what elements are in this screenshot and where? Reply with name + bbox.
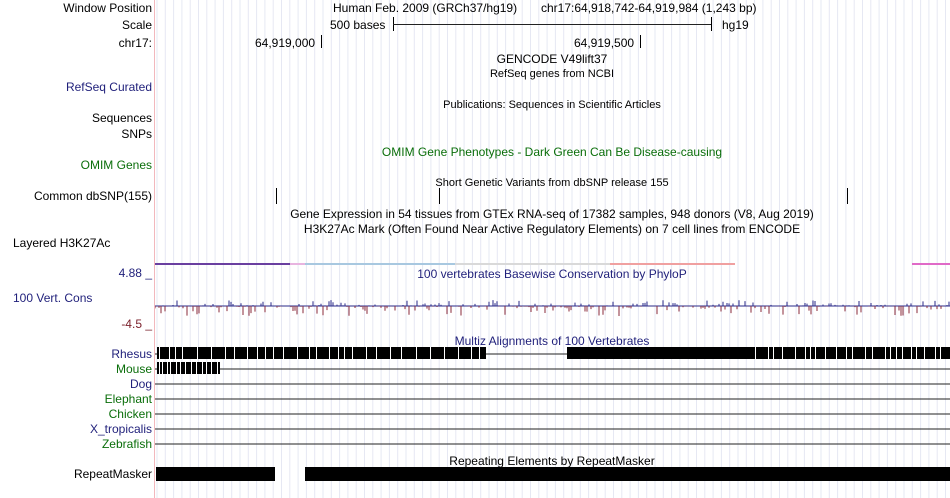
alignment-gap-rhesus bbox=[782, 347, 783, 359]
db-text: hg19 bbox=[722, 18, 749, 32]
alignment-gap-rhesus bbox=[430, 347, 431, 359]
dbsnp-title: Short Genetic Variants from dbSNP release 155 bbox=[435, 177, 669, 189]
alignment-gap-rhesus bbox=[273, 347, 274, 359]
omim-title: OMIM Gene Phenotypes - Dark Green Can Be Disease-causing bbox=[381, 145, 723, 159]
alignment-gap-rhesus bbox=[911, 347, 912, 359]
alignment-gap-mouse bbox=[170, 362, 171, 374]
alignment-gap-rhesus bbox=[865, 347, 866, 359]
alignment-gap-rhesus bbox=[169, 347, 170, 359]
alignment-gap-rhesus bbox=[390, 347, 391, 359]
alignment-gap-rhesus bbox=[773, 347, 774, 359]
alignment-gap-rhesus bbox=[175, 347, 176, 359]
snp-tick bbox=[439, 188, 440, 204]
alignment-gap-rhesus bbox=[416, 347, 417, 359]
alignment-gap-rhesus bbox=[376, 347, 377, 359]
repeat-block bbox=[305, 467, 950, 481]
alignment-gap-rhesus bbox=[159, 347, 160, 359]
species-label-mouse[interactable]: Mouse bbox=[115, 362, 152, 376]
snp-tick bbox=[276, 188, 277, 204]
chrom-label: chr17: bbox=[118, 36, 152, 50]
alignment-gap-mouse bbox=[202, 362, 203, 374]
alignment-gap-rhesus bbox=[940, 347, 941, 359]
h3k27ac-signal bbox=[305, 263, 455, 265]
h3k27ac-signal bbox=[290, 263, 305, 265]
alignment-gap-rhesus bbox=[401, 347, 402, 359]
gtex-title: Gene Expression in 54 tissues from GTEx RNA-seq of 17382 samples, 948 donors (V8, Aug 2019) bbox=[290, 207, 814, 221]
alignment-gap-mouse bbox=[196, 362, 197, 374]
alignment-gap-rhesus bbox=[846, 347, 847, 359]
assembly-text: Human Feb. 2009 (GRCh37/hg19) bbox=[333, 1, 518, 15]
repeat-block bbox=[156, 467, 275, 481]
alignment-gap-rhesus bbox=[329, 347, 330, 359]
dbsnp-label[interactable]: Common dbSNP(155) bbox=[33, 189, 152, 203]
alignment-gap-rhesus bbox=[896, 347, 897, 359]
alignment-gap-rhesus bbox=[444, 347, 445, 359]
coord-tick-2 bbox=[640, 35, 641, 48]
h3k27ac-title: H3K27Ac Mark (Often Found Near Active Regulatory Elements) on 7 cell lines from ENCODE bbox=[303, 222, 801, 236]
species-label-elephant[interactable]: Elephant bbox=[104, 392, 152, 406]
alignment-gap-rhesus bbox=[872, 347, 873, 359]
alignment-gap-rhesus bbox=[815, 347, 816, 359]
alignment-gap-rhesus bbox=[265, 347, 266, 359]
alignment-gap-rhesus bbox=[890, 347, 891, 359]
snps-label[interactable]: SNPs bbox=[121, 127, 152, 141]
coord-label-1: 64,919,000 bbox=[255, 36, 316, 50]
refseq-title: RefSeq genes from NCBI bbox=[489, 68, 615, 80]
alignment-gap-rhesus bbox=[297, 347, 298, 359]
h3k27ac-label[interactable]: Layered H3K27Ac bbox=[13, 236, 111, 250]
alignment-gap-rhesus bbox=[479, 347, 480, 359]
alignment-gap-rhesus bbox=[225, 347, 226, 359]
scale-bar-right-tick bbox=[711, 17, 712, 31]
alignment-gap-rhesus bbox=[197, 347, 198, 359]
alignment-gap-rhesus bbox=[810, 347, 811, 359]
alignment-gap-rhesus bbox=[755, 347, 756, 359]
publications-title: Publications: Sequences in Scientific Articles bbox=[443, 99, 661, 111]
alignment-gap-rhesus bbox=[768, 347, 769, 359]
alignment-gap-rhesus bbox=[902, 347, 903, 359]
sequences-label[interactable]: Sequences bbox=[91, 111, 152, 125]
alignment-gap-rhesus bbox=[257, 347, 258, 359]
gencode-title: GENCODE V49lift37 bbox=[496, 52, 608, 66]
alignment-gap-rhesus bbox=[283, 347, 284, 359]
alignment-gap-rhesus bbox=[352, 347, 353, 359]
omim-label[interactable]: OMIM Genes bbox=[80, 158, 152, 172]
alignment-gap-mouse bbox=[206, 362, 207, 374]
alignment-gap-rhesus bbox=[247, 347, 248, 359]
alignment-gap-rhesus bbox=[366, 347, 367, 359]
alignment-gap-rhesus bbox=[458, 347, 459, 359]
repeatmasker-label[interactable]: RepeatMasker bbox=[73, 467, 152, 481]
alignment-gap-rhesus bbox=[825, 347, 826, 359]
alignment-block-rhesus bbox=[567, 347, 950, 359]
alignment-gap-rhesus bbox=[805, 347, 806, 359]
alignment-gap-rhesus bbox=[316, 347, 317, 359]
alignment-gap-rhesus bbox=[211, 347, 212, 359]
window-position-label: Window Position bbox=[63, 1, 152, 15]
alignment-gap-mouse bbox=[217, 362, 218, 374]
scale-label: Scale bbox=[121, 18, 152, 32]
h3k27ac-signal bbox=[912, 263, 950, 265]
alignment-gap-rhesus bbox=[935, 347, 936, 359]
alignment-gap-mouse bbox=[185, 362, 186, 374]
position-text: chr17:64,918,742-64,919,984 (1,243 bp) bbox=[541, 1, 757, 15]
alignment-gap-mouse bbox=[180, 362, 181, 374]
scale-bar-line bbox=[393, 24, 711, 25]
alignment-gap-rhesus bbox=[852, 347, 853, 359]
species-label-rhesus[interactable]: Rhesus bbox=[111, 347, 152, 361]
coord-tick-1 bbox=[321, 35, 322, 48]
left-boundary-line bbox=[154, 0, 155, 498]
species-label-dog[interactable]: Dog bbox=[129, 377, 152, 391]
alignment-gap-rhesus bbox=[344, 347, 345, 359]
h3k27ac-signal bbox=[155, 263, 290, 265]
species-label-xtropicalis[interactable]: X_tropicalis bbox=[89, 422, 152, 436]
species-label-zebrafish[interactable]: Zebrafish bbox=[101, 437, 152, 451]
alignment-gap-mouse bbox=[162, 362, 163, 374]
alignment-gap-mouse bbox=[159, 362, 160, 374]
repeat-title: Repeating Elements by RepeatMasker bbox=[449, 454, 655, 468]
alignment-gap-rhesus bbox=[885, 347, 886, 359]
cons-label[interactable]: 100 Vert. Cons bbox=[13, 291, 93, 305]
cons-title: 100 vertebrates Basewise Conservation by PhyloP bbox=[417, 267, 687, 281]
alignment-gap-rhesus bbox=[836, 347, 837, 359]
snp-tick bbox=[847, 188, 848, 204]
alignment-gap-rhesus bbox=[182, 347, 183, 359]
coord-label-2: 64,919,500 bbox=[574, 36, 635, 50]
multiz-title: Multiz Alignments of 100 Vertebrates bbox=[454, 334, 650, 348]
alignment-gap-mouse bbox=[176, 362, 177, 374]
h3k27ac-signal bbox=[455, 263, 610, 265]
alignment-gap-rhesus bbox=[471, 347, 472, 359]
h3k27ac-signal bbox=[610, 263, 735, 265]
species-label-chicken[interactable]: Chicken bbox=[108, 407, 152, 421]
cons-min-label: -4.5 _ bbox=[121, 317, 152, 331]
refseq-label[interactable]: RefSeq Curated bbox=[65, 80, 152, 94]
scale-text: 500 bases bbox=[330, 18, 386, 32]
cons-max-label: 4.88 _ bbox=[118, 266, 152, 280]
alignment-gap-mouse bbox=[211, 362, 212, 374]
alignment-gap-rhesus bbox=[234, 347, 235, 359]
alignment-gap-rhesus bbox=[795, 347, 796, 359]
alignment-block-mouse bbox=[157, 362, 220, 374]
alignment-gap-rhesus bbox=[924, 347, 925, 359]
alignment-gap-rhesus bbox=[338, 347, 339, 359]
alignment-block-rhesus bbox=[157, 347, 486, 359]
alignment-gap-rhesus bbox=[916, 347, 917, 359]
alignment-gap-mouse bbox=[167, 362, 168, 374]
alignment-gap-rhesus bbox=[309, 347, 310, 359]
alignment-gap-mouse bbox=[191, 362, 192, 374]
